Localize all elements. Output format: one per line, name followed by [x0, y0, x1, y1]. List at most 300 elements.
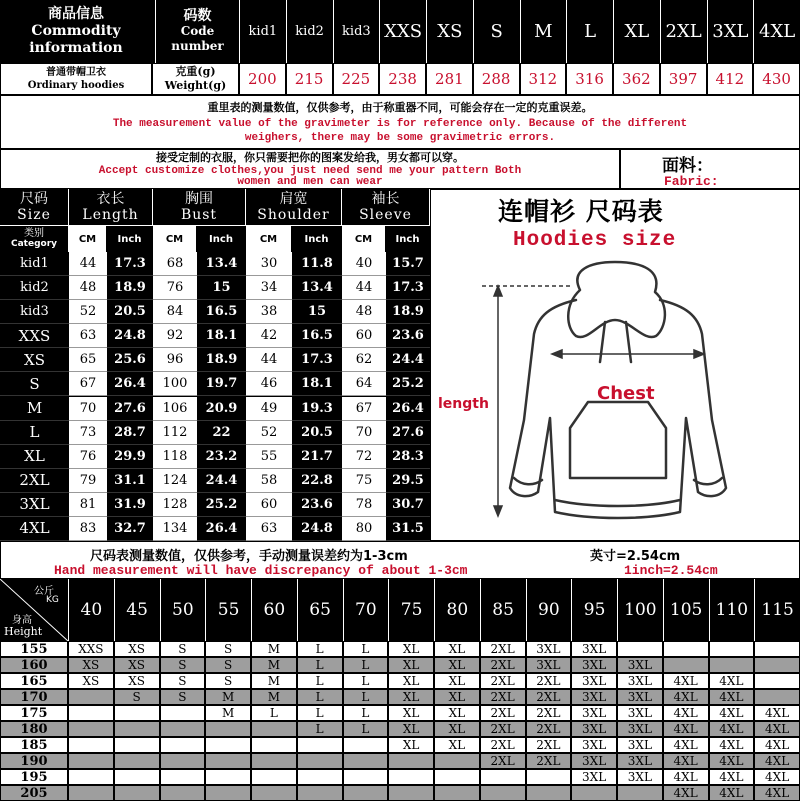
- fit-cell: 3XL: [571, 737, 617, 753]
- size-table-cell: 24.8: [107, 324, 153, 348]
- size-table-cell: 52: [69, 300, 107, 324]
- size-table-cell: 38: [246, 300, 292, 324]
- weight-g-zh: 克重(g): [175, 65, 216, 78]
- code-number-en1: Code: [180, 24, 215, 38]
- fit-cell: [114, 705, 160, 721]
- weight-value-cell: 362: [613, 63, 660, 95]
- size-row-label: kid1: [0, 252, 69, 276]
- size-table-cell: 84: [153, 300, 197, 324]
- inch-header: Inch: [292, 226, 342, 252]
- size-table-cell: 17.3: [386, 276, 430, 300]
- fit-weight-header: 80: [434, 579, 480, 641]
- fit-weight-header: 90: [526, 579, 572, 641]
- fit-cell: XL: [388, 721, 434, 737]
- code-number-zh: 码数: [183, 8, 212, 24]
- fit-cell: S: [205, 641, 251, 657]
- fit-cell: [251, 769, 297, 785]
- size-table-cell: 18.9: [386, 300, 430, 324]
- fit-weight-header: 40: [68, 579, 114, 641]
- fit-height-label: 185: [0, 737, 68, 753]
- fit-cell: L: [297, 705, 343, 721]
- fit-cell: 2XL: [526, 673, 572, 689]
- size-table-cell: 62: [342, 348, 386, 372]
- size-table-cell: 60: [342, 324, 386, 348]
- size-table-cell: 46: [246, 372, 292, 396]
- fit-cell: 3XL: [571, 721, 617, 737]
- weight-value-cell: 288: [473, 63, 520, 95]
- size-table-cell: 28.7: [107, 421, 153, 445]
- fit-cell: L: [343, 721, 389, 737]
- fit-cell: 4XL: [663, 753, 709, 769]
- gravimeter-note-zh: 重里表的测量数值，仅供参考，由于称重器不同，可能会存在一定的克重误差。: [207, 103, 593, 115]
- size-group-header-en: Size: [17, 207, 51, 223]
- fit-cell: [480, 769, 526, 785]
- fit-cell: 4XL: [754, 785, 800, 801]
- size-header-cell: S: [473, 0, 520, 63]
- fit-cell: 4XL: [709, 785, 755, 801]
- fit-cell: XS: [114, 673, 160, 689]
- fit-cell: [663, 657, 709, 673]
- fit-cell: [343, 737, 389, 753]
- fit-cell: 2XL: [526, 737, 572, 753]
- fit-cell: 2XL: [526, 689, 572, 705]
- weight-value-cell: 200: [239, 63, 286, 95]
- size-table-cell: 15: [197, 276, 246, 300]
- fit-cell: 3XL: [526, 657, 572, 673]
- fit-cell: S: [160, 689, 206, 705]
- custom-note-zh: 接受定制的衣服，你只需要把你的图案发给我，男女都可以穿。: [156, 153, 464, 164]
- size-table-cell: 25.6: [107, 348, 153, 372]
- size-row-label: 3XL: [0, 493, 69, 517]
- fit-cell: [160, 785, 206, 801]
- category-en: Category: [10, 239, 57, 249]
- size-table-cell: 23.2: [197, 445, 246, 469]
- fit-cell: 4XL: [663, 785, 709, 801]
- fit-cell: XS: [68, 673, 114, 689]
- inch-header: Inch: [107, 226, 153, 252]
- fit-cell: 2XL: [480, 753, 526, 769]
- size-table-cell: 21.7: [292, 445, 342, 469]
- size-header-cell: XS: [426, 0, 473, 63]
- size-table-cell: 27.6: [107, 397, 153, 421]
- size-table-cell: 20.9: [197, 397, 246, 421]
- size-header-cell: kid1: [239, 0, 286, 63]
- weight-value-cell: 430: [753, 63, 800, 95]
- size-header-cell: L: [566, 0, 613, 63]
- code-number-en2: number: [171, 39, 224, 53]
- fit-cell: XL: [434, 641, 480, 657]
- fit-cell: [480, 785, 526, 801]
- fit-weight-header: 70: [343, 579, 389, 641]
- fit-cell: L: [343, 641, 389, 657]
- fit-cell: [617, 641, 663, 657]
- fit-cell: [251, 785, 297, 801]
- size-row-label: kid2: [0, 276, 69, 300]
- fit-cell: 2XL: [526, 705, 572, 721]
- fit-cell: 2XL: [480, 721, 526, 737]
- size-header-cell: XL: [613, 0, 660, 63]
- fit-cell: 4XL: [663, 769, 709, 785]
- size-group-header-zh: 尺码: [20, 191, 48, 207]
- size-table-cell: 24.4: [386, 348, 430, 372]
- size-table-cell: 134: [153, 517, 197, 541]
- fit-weight-header: 55: [205, 579, 251, 641]
- size-table-cell: 112: [153, 421, 197, 445]
- size-table-cell: 68: [153, 252, 197, 276]
- fit-cell: [114, 753, 160, 769]
- fit-cell: 4XL: [663, 721, 709, 737]
- size-header-cell: M: [520, 0, 567, 63]
- fit-cell: [388, 769, 434, 785]
- fit-cell: [68, 785, 114, 801]
- size-table-cell: 40: [342, 252, 386, 276]
- commodity-info-label: [0, 0, 152, 63]
- fit-cell: [343, 769, 389, 785]
- fit-cell: 4XL: [754, 769, 800, 785]
- fit-weight-header: 75: [388, 579, 434, 641]
- fit-cell: L: [297, 721, 343, 737]
- size-table-cell: 73: [69, 421, 107, 445]
- size-table-cell: 15.7: [386, 252, 430, 276]
- size-table-cell: 44: [69, 252, 107, 276]
- size-group-header: [342, 189, 430, 226]
- category-zh: 类别: [24, 228, 44, 239]
- fit-cell: M: [205, 705, 251, 721]
- fit-corner-kg: KG: [46, 595, 59, 605]
- size-group-header-zh: 袖长: [371, 191, 400, 207]
- size-table-cell: 118: [153, 445, 197, 469]
- fit-cell: 3XL: [617, 673, 663, 689]
- size-table-cell: 18.9: [197, 348, 246, 372]
- measure-note-en1: Hand measurement will have discrepancy of about 1-3cm: [54, 563, 468, 578]
- size-table-cell: 22: [197, 421, 246, 445]
- weight-value-cell: 225: [333, 63, 380, 95]
- fit-cell: [754, 673, 800, 689]
- size-table-cell: 34: [246, 276, 292, 300]
- fit-cell: [434, 785, 480, 801]
- fit-cell: [160, 753, 206, 769]
- fit-cell: 4XL: [709, 721, 755, 737]
- fit-weight-header: 115: [754, 579, 800, 641]
- fit-cell: L: [343, 673, 389, 689]
- fit-cell: [205, 769, 251, 785]
- weight-g-en: Weight(g): [164, 79, 227, 92]
- fit-cell: XL: [434, 721, 480, 737]
- fit-cell: [343, 753, 389, 769]
- size-table-cell: 58: [246, 469, 292, 493]
- size-table-cell: 25.2: [197, 493, 246, 517]
- fit-cell: [526, 769, 572, 785]
- fit-cell: L: [343, 705, 389, 721]
- fit-cell: 3XL: [571, 673, 617, 689]
- size-table-cell: 31.1: [107, 469, 153, 493]
- fit-cell: S: [160, 657, 206, 673]
- size-table-cell: 49: [246, 397, 292, 421]
- size-row-label: 2XL: [0, 469, 69, 493]
- fit-cell: XL: [434, 673, 480, 689]
- size-header-cell: XXS: [379, 0, 426, 63]
- size-table-cell: 13.4: [292, 276, 342, 300]
- fit-cell: XL: [388, 657, 434, 673]
- fit-cell: 4XL: [663, 705, 709, 721]
- size-table-cell: 31.9: [107, 493, 153, 517]
- fit-cell: [754, 657, 800, 673]
- fit-cell: 4XL: [709, 769, 755, 785]
- fit-cell: M: [251, 673, 297, 689]
- commodity-info-zh: 商品信息: [48, 6, 104, 22]
- fit-cell: XL: [388, 705, 434, 721]
- size-table-cell: 72: [342, 445, 386, 469]
- fit-cell: 3XL: [617, 705, 663, 721]
- fit-cell: [114, 737, 160, 753]
- fit-cell: 3XL: [571, 689, 617, 705]
- size-table-cell: 92: [153, 324, 197, 348]
- fit-cell: [160, 721, 206, 737]
- fit-cell: [388, 785, 434, 801]
- size-row-label: XXS: [0, 324, 69, 348]
- size-row-label: 4XL: [0, 517, 69, 541]
- size-table-cell: 81: [69, 493, 107, 517]
- fit-cell: [205, 721, 251, 737]
- size-group-header-en: Bust: [180, 207, 218, 223]
- fit-cell: XL: [388, 737, 434, 753]
- fit-weight-header: 65: [297, 579, 343, 641]
- fit-weight-header: 95: [571, 579, 617, 641]
- size-table-cell: 70: [69, 397, 107, 421]
- fit-weight-header: 85: [480, 579, 526, 641]
- fit-cell: XS: [68, 657, 114, 673]
- size-header-cell: kid2: [286, 0, 333, 63]
- size-table-cell: 20.5: [107, 300, 153, 324]
- size-row-label: L: [0, 421, 69, 445]
- size-group-header: [153, 189, 246, 226]
- fit-cell: [297, 737, 343, 753]
- cm-header: CM: [342, 226, 386, 252]
- fit-cell: L: [297, 673, 343, 689]
- fit-corner-height-zh: 身高: [12, 615, 32, 626]
- fit-cell: [297, 785, 343, 801]
- ordinary-hoodies-en: Ordinary hoodies: [27, 80, 125, 91]
- fit-cell: [617, 785, 663, 801]
- fit-cell: XL: [434, 657, 480, 673]
- size-table-cell: 23.6: [292, 493, 342, 517]
- size-table-cell: 80: [342, 517, 386, 541]
- gravimeter-note-en1: The measurement value of the gravimeter is for reference only. Because of the different: [112, 117, 688, 130]
- fit-cell: [251, 721, 297, 737]
- fit-corner-kg-zh: 公斤: [34, 586, 54, 597]
- fit-weight-header: 60: [251, 579, 297, 641]
- size-table-cell: 11.8: [292, 252, 342, 276]
- fit-cell: 3XL: [571, 769, 617, 785]
- fit-cell: 2XL: [526, 753, 572, 769]
- size-table-cell: 100: [153, 372, 197, 396]
- fit-cell: L: [251, 705, 297, 721]
- size-table-cell: 24.8: [292, 517, 342, 541]
- fit-cell: [297, 769, 343, 785]
- size-table-cell: 19.3: [292, 397, 342, 421]
- gravimeter-note-en2: weighers, there may be some gravimetric errors.: [244, 131, 556, 144]
- fit-cell: [68, 753, 114, 769]
- fit-cell: 3XL: [617, 753, 663, 769]
- fit-cell: [160, 705, 206, 721]
- fit-cell: 4XL: [754, 705, 800, 721]
- size-table-cell: 44: [246, 348, 292, 372]
- size-table-cell: 19.7: [197, 372, 246, 396]
- measure-note-zh2: 英寸=2.54cm: [590, 549, 681, 564]
- fit-cell: XL: [388, 641, 434, 657]
- fit-cell: XL: [434, 705, 480, 721]
- size-table-cell: 17.3: [292, 348, 342, 372]
- fit-cell: [754, 641, 800, 657]
- size-table-cell: 60: [246, 493, 292, 517]
- size-table-cell: 42: [246, 324, 292, 348]
- weight-value-cell: 312: [520, 63, 567, 95]
- code-number-label: [155, 0, 239, 63]
- size-table-cell: 24.4: [197, 469, 246, 493]
- size-row-label: XL: [0, 445, 69, 469]
- fit-cell: [388, 753, 434, 769]
- size-table-cell: 55: [246, 445, 292, 469]
- fit-cell: 2XL: [480, 705, 526, 721]
- fit-cell: L: [343, 689, 389, 705]
- fit-cell: 4XL: [709, 705, 755, 721]
- length-label: length: [438, 396, 489, 412]
- inch-header: Inch: [386, 226, 430, 252]
- size-row-label: M: [0, 397, 69, 421]
- fit-weight-header: 105: [663, 579, 709, 641]
- chest-label: Chest: [597, 383, 655, 404]
- size-group-header-en: Sleeve: [359, 207, 412, 223]
- fit-cell: M: [251, 689, 297, 705]
- fit-cell: L: [297, 641, 343, 657]
- fit-weight-header: 110: [709, 579, 755, 641]
- weight-value-cell: 412: [707, 63, 754, 95]
- size-table-cell: 63: [69, 324, 107, 348]
- size-group-header: [69, 189, 153, 226]
- size-table-cell: 52: [246, 421, 292, 445]
- fit-cell: L: [343, 657, 389, 673]
- fit-height-label: 165: [0, 673, 68, 689]
- custom-note-en2: women and men can wear: [237, 176, 383, 188]
- fit-cell: [526, 785, 572, 801]
- fit-cell: [571, 785, 617, 801]
- fit-weight-header: 50: [160, 579, 206, 641]
- commodity-info-en1: Commodity: [31, 23, 121, 39]
- fit-cell: XXS: [68, 641, 114, 657]
- size-table-cell: 26.4: [107, 372, 153, 396]
- size-group-header-en: Length: [82, 207, 139, 223]
- fit-cell: 3XL: [571, 641, 617, 657]
- fit-cell: 3XL: [617, 721, 663, 737]
- fit-cell: L: [297, 689, 343, 705]
- fit-height-label: 180: [0, 721, 68, 737]
- fit-height-label: 160: [0, 657, 68, 673]
- fit-cell: 4XL: [754, 721, 800, 737]
- fit-cell: S: [205, 673, 251, 689]
- fit-cell: L: [297, 657, 343, 673]
- fit-cell: [68, 737, 114, 753]
- size-table-cell: 32.7: [107, 517, 153, 541]
- fit-cell: 4XL: [709, 753, 755, 769]
- size-table-cell: 96: [153, 348, 197, 372]
- size-table-cell: 18.1: [292, 372, 342, 396]
- fit-cell: 2XL: [480, 657, 526, 673]
- size-table-cell: 78: [342, 493, 386, 517]
- measure-note-en2: 1inch=2.54cm: [624, 563, 718, 578]
- fit-cell: [114, 721, 160, 737]
- size-table-cell: 106: [153, 397, 197, 421]
- size-table-cell: 30.7: [386, 493, 430, 517]
- cm-header: CM: [153, 226, 197, 252]
- fit-cell: M: [251, 641, 297, 657]
- size-table-cell: 79: [69, 469, 107, 493]
- size-table-cell: 48: [342, 300, 386, 324]
- fit-height-label: 190: [0, 753, 68, 769]
- fit-cell: 3XL: [571, 753, 617, 769]
- fit-weight-header: 45: [114, 579, 160, 641]
- fit-cell: XL: [388, 673, 434, 689]
- weight-value-cell: 281: [426, 63, 473, 95]
- fit-cell: [434, 753, 480, 769]
- fit-cell: 3XL: [617, 657, 663, 673]
- fit-cell: [68, 721, 114, 737]
- fit-cell: [663, 641, 709, 657]
- fit-cell: XL: [434, 737, 480, 753]
- size-table-cell: 44: [342, 276, 386, 300]
- size-table-cell: 25.2: [386, 372, 430, 396]
- fabric-label-en: Fabric:: [664, 174, 719, 189]
- size-table-cell: 76: [69, 445, 107, 469]
- size-table-cell: 26.4: [197, 517, 246, 541]
- fit-cell: XL: [434, 689, 480, 705]
- size-group-header-en: Shoulder: [257, 207, 330, 223]
- fit-cell: [251, 753, 297, 769]
- fit-cell: XS: [114, 641, 160, 657]
- size-table-cell: 64: [342, 372, 386, 396]
- cm-header: CM: [69, 226, 107, 252]
- weight-value-cell: 397: [660, 63, 707, 95]
- fit-cell: 2XL: [480, 673, 526, 689]
- fit-cell: XS: [114, 657, 160, 673]
- fit-cell: 4XL: [709, 737, 755, 753]
- fit-cell: 4XL: [754, 737, 800, 753]
- fit-cell: XL: [388, 689, 434, 705]
- fit-cell: 2XL: [526, 721, 572, 737]
- size-table-cell: 70: [342, 421, 386, 445]
- cm-header: CM: [246, 226, 292, 252]
- fit-height-label: 170: [0, 689, 68, 705]
- size-table-cell: 75: [342, 469, 386, 493]
- fit-cell: 3XL: [617, 689, 663, 705]
- measure-note-zh1: 尺码表测量数值，仅供参考，手动测量误差约为1-3cm: [90, 549, 408, 564]
- size-row-label: XS: [0, 348, 69, 372]
- weight-g-label: [152, 63, 239, 95]
- size-table-cell: 13.4: [197, 252, 246, 276]
- fit-cell: S: [160, 641, 206, 657]
- fit-cell: [205, 737, 251, 753]
- fit-height-label: 175: [0, 705, 68, 721]
- commodity-info-en2: information: [29, 40, 123, 56]
- fit-cell: 4XL: [663, 689, 709, 705]
- fit-weight-header: 100: [617, 579, 663, 641]
- size-table-cell: 26.4: [386, 397, 430, 421]
- fit-cell: 2XL: [480, 737, 526, 753]
- size-table-cell: 16.5: [292, 324, 342, 348]
- fit-cell: [205, 785, 251, 801]
- size-table-cell: 29.9: [107, 445, 153, 469]
- fit-cell: [68, 689, 114, 705]
- diagram-title-zh: 连帽衫 尺码表: [498, 197, 664, 226]
